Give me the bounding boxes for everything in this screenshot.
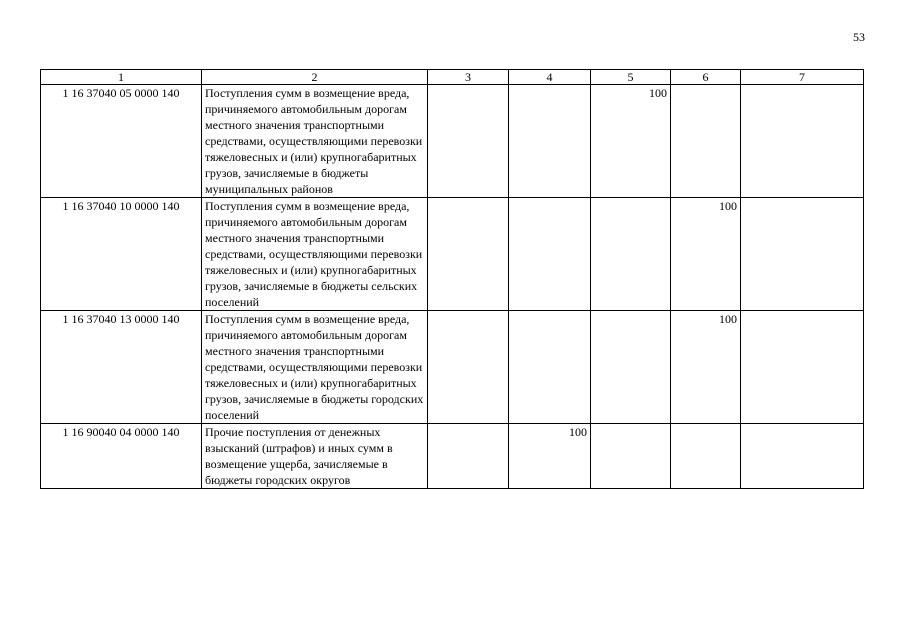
row-value-col-6 [671, 85, 741, 198]
header-col-4: 4 [509, 70, 591, 85]
header-row [41, 70, 864, 85]
row-name: Поступления сумм в возмещение вреда, причиняемого автомобильным дорогам местного значения транспортными средствами, осуществляющими перевозки тяжеловесных и (или) крупногабаритных грузов, зачисляемые в бюджеты городских поселений [202, 311, 428, 424]
header-col-2: 2 [202, 70, 428, 85]
row-value-col-4 [509, 311, 591, 424]
row-value-col-6: 100 [671, 311, 741, 424]
row-value-col-3 [428, 198, 509, 311]
row-code: 1 16 37040 13 0000 140 [41, 311, 202, 424]
row-value-col-7 [741, 311, 864, 424]
row-name: Поступления сумм в возмещение вреда, причиняемого автомобильным дорогам местного значения транспортными средствами, осуществляющими перевозки тяжеловесных и (или) крупногабаритных грузов, зачисляемые в бюджеты муниципальных районов [202, 85, 428, 198]
row-value-col-7 [741, 198, 864, 311]
row-code: 1 16 90040 04 0000 140 [41, 424, 202, 489]
row-value-col-3 [428, 311, 509, 424]
page-number: 53 [853, 30, 865, 44]
row-value-col-6 [671, 424, 741, 489]
row-value-col-4: 100 [509, 424, 591, 489]
table-row [41, 198, 864, 311]
table-row [41, 85, 864, 198]
row-value-col-5 [591, 198, 671, 311]
table-row [41, 424, 864, 489]
row-value-col-4 [509, 198, 591, 311]
header-col-5: 5 [591, 70, 671, 85]
row-name: Прочие поступления от денежных взысканий (штрафов) и иных сумм в возмещение ущерба, зачисляемые в бюджеты городских округов [202, 424, 428, 489]
header-col-6: 6 [671, 70, 741, 85]
row-code: 1 16 37040 10 0000 140 [41, 198, 202, 311]
row-value-col-7 [741, 424, 864, 489]
row-value-col-5 [591, 424, 671, 489]
row-value-col-6: 100 [671, 198, 741, 311]
row-value-col-3 [428, 424, 509, 489]
budget-table [40, 69, 864, 489]
row-value-col-5: 100 [591, 85, 671, 198]
header-col-3: 3 [428, 70, 509, 85]
row-code: 1 16 37040 05 0000 140 [41, 85, 202, 198]
table-row [41, 311, 864, 424]
row-value-col-4 [509, 85, 591, 198]
row-value-col-7 [741, 85, 864, 198]
header-col-1: 1 [41, 70, 202, 85]
row-value-col-3 [428, 85, 509, 198]
row-name: Поступления сумм в возмещение вреда, причиняемого автомобильным дорогам местного значения транспортными средствами, осуществляющими перевозки тяжеловесных и (или) крупногабаритных грузов, зачисляемые в бюджеты сельских поселений [202, 198, 428, 311]
header-col-7: 7 [741, 70, 864, 85]
row-value-col-5 [591, 311, 671, 424]
